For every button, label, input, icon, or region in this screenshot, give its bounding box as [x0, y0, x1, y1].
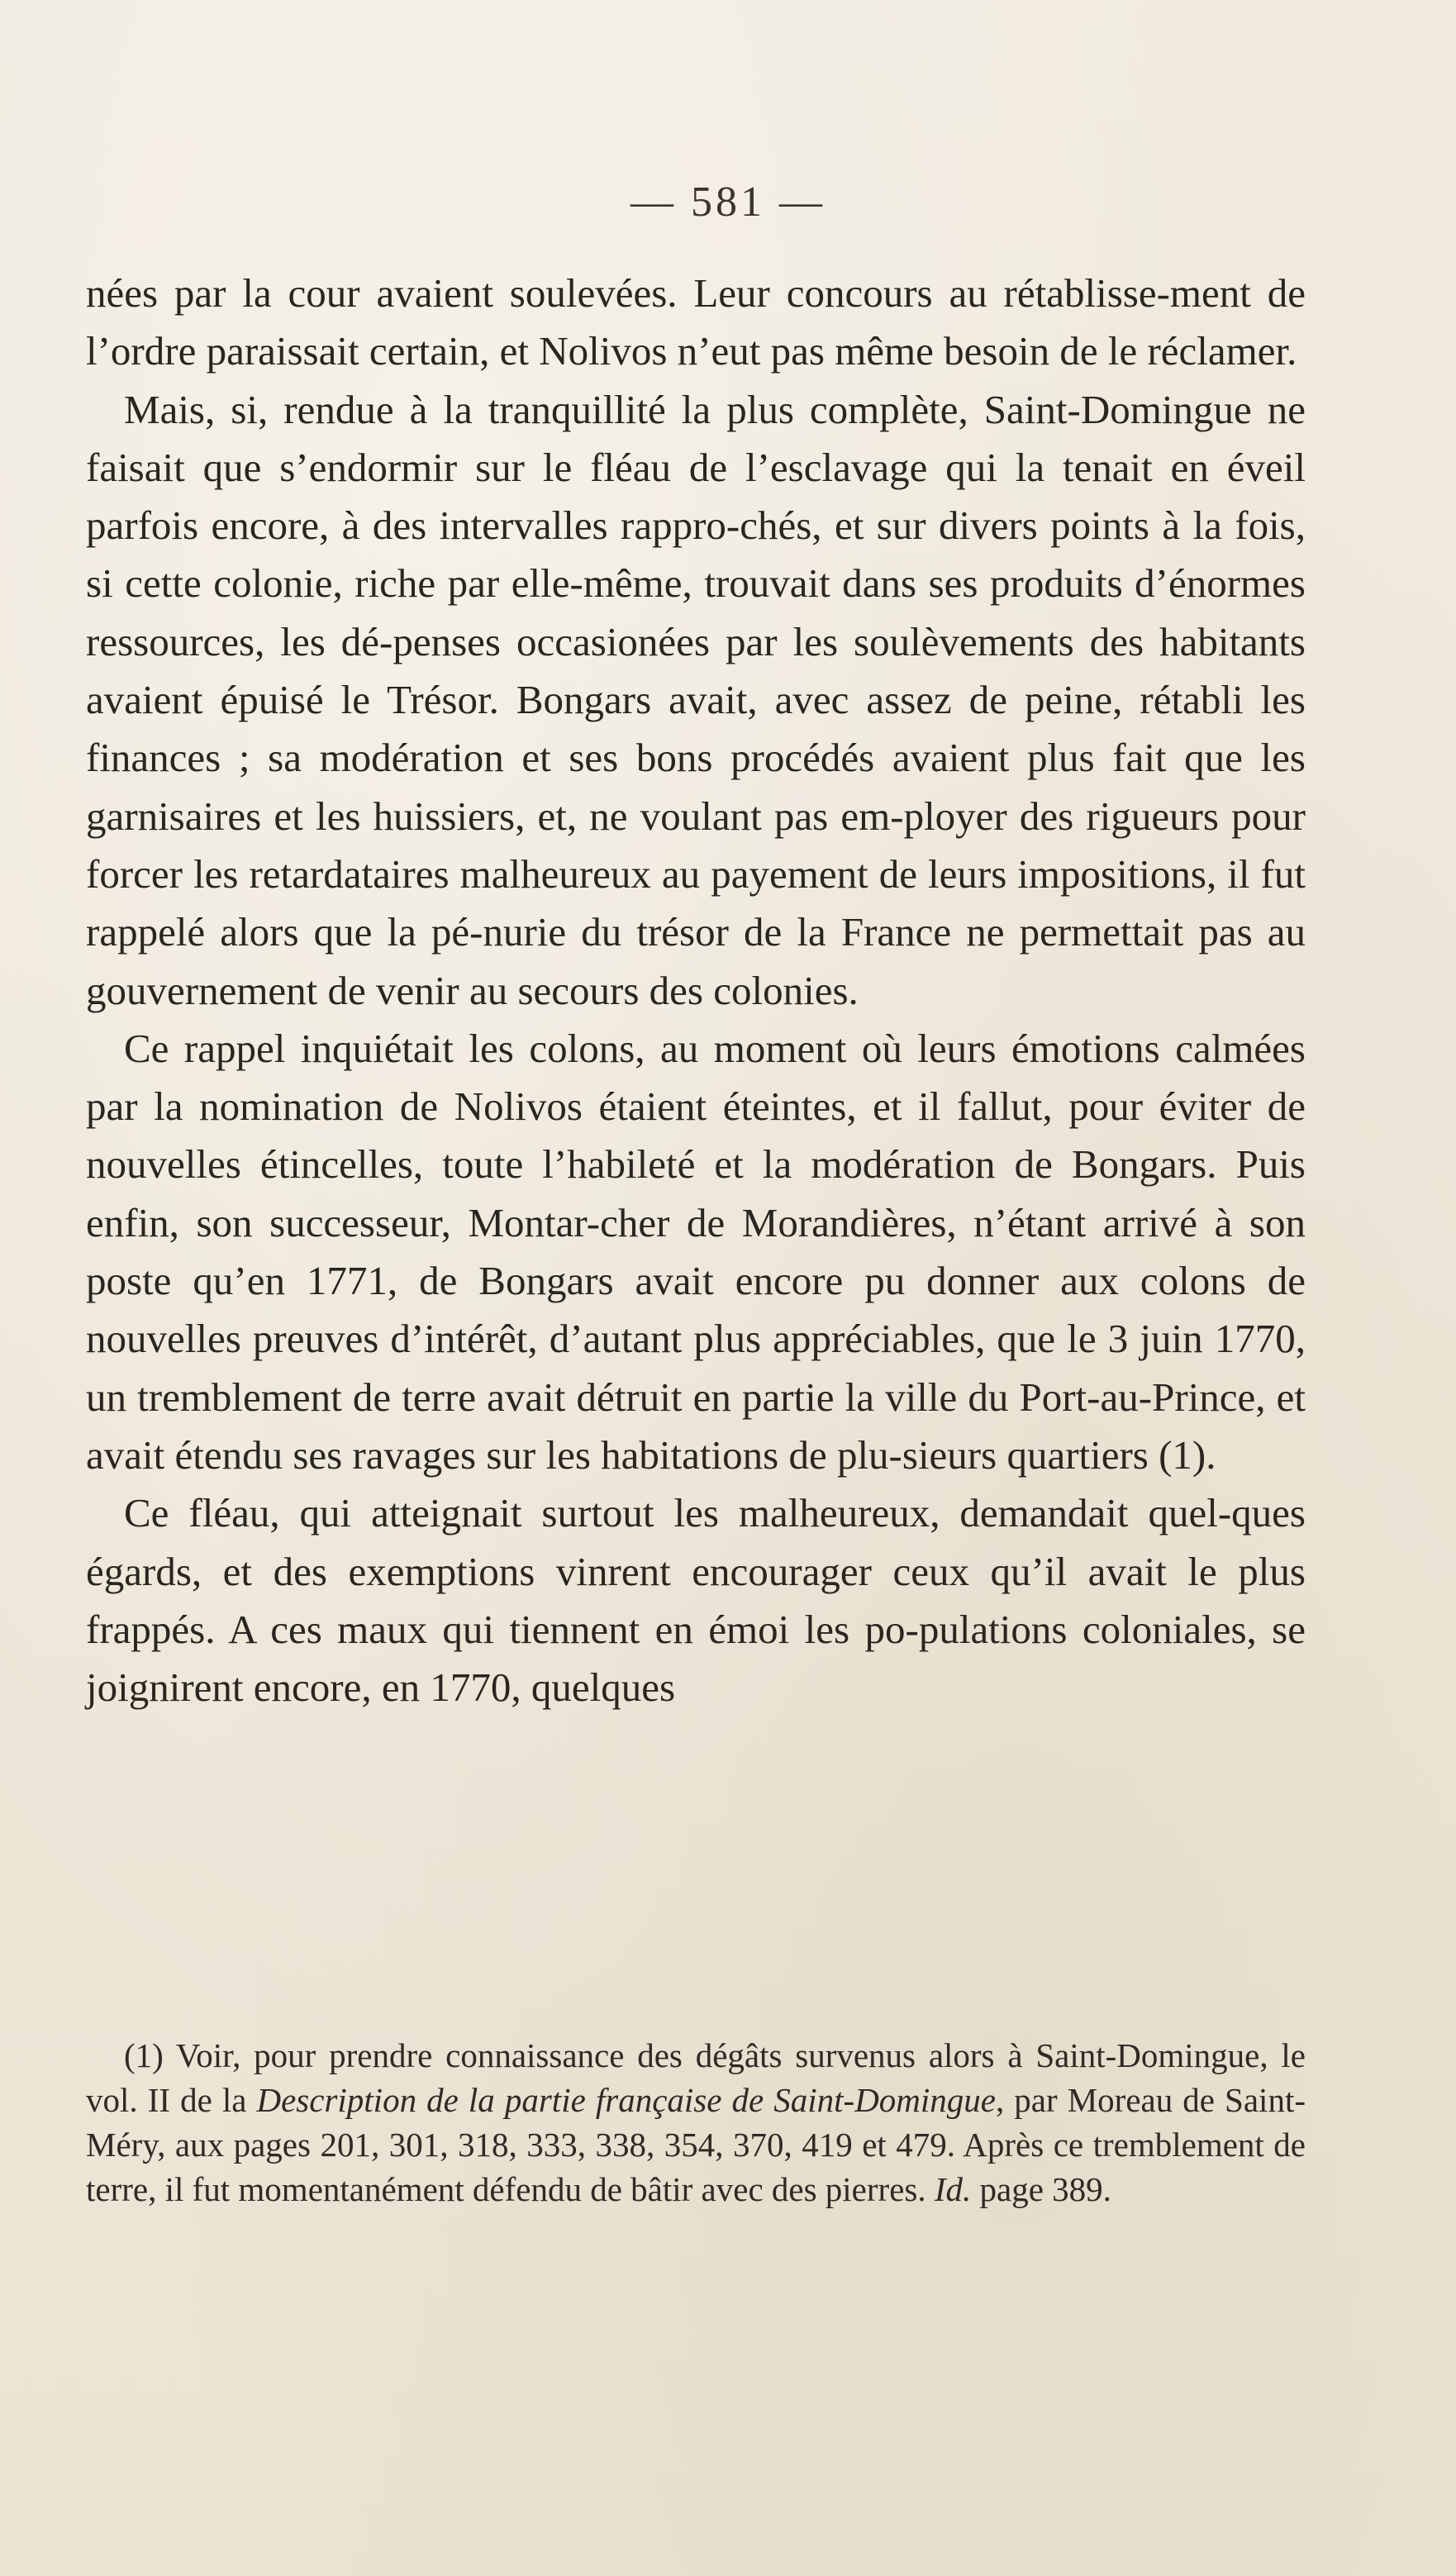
footnote-lead: (1) Voir, pour prendre connaissance des dégâts survenus alors à Saint-Domingue, le vol. II de la [86, 2036, 1306, 2119]
paragraph-finances: Mais, si, rendue à la tranquillité la plus complète, Saint-Domingue ne faisait que s’endormir sur le fléau de l’esclavage qui la tenait en éveil parfois encore, à des intervalles rappro-chés, et sur divers points à la fois, si cette colonie, riche par elle-même, trouvait dans ses produits d’énormes ressources, les dé-penses occasionées par les soulèvements des habitants avaient épuisé le Trésor. Bongars avait, avec assez de peine, rétabli les finances ; sa modération et ses bons procédés avaient plus fait que les garnisaires et les huissiers, et, ne voulant pas em-ployer des rigueurs pour forcer les retardataires malheureux au payement de leurs impositions, il fut rappelé alors que la pé-nurie du trésor de la France ne permettait pas au gouvernement de venir au secours des colonies. [86, 386, 1306, 1013]
body-text [86, 264, 1306, 1717]
footnote-middle: , par Moreau de Saint-Méry, aux pages 201, 301, 318, 333, 338, 354, 370, 419 et 479. Après ce tremblement de terre, il fut momentanément défendu de bâtir avec des pierres. [86, 2081, 1306, 2208]
paragraph-earthquake-relief: Ce fléau, qui atteignait surtout les malheureux, demandait quel-ques égards, et des exemptions vinrent encourager ceux qu’il avait le plus frappés. A ces maux qui tiennent en émoi les po-pulations coloniales, se joignirent encore, en 1770, quelques [86, 1490, 1306, 1711]
paragraph-recall: Ce rappel inquiétait les colons, au moment où leurs émotions calmées par la nomination de Nolivos étaient éteintes, et il fallut, pour éviter de nouvelles étincelles, toute l’habileté et la modération de Bongars. Puis enfin, son successeur, Montar-cher de Morandières, n’étant arrivé à son poste qu’en 1771, de Bongars avait encore pu donner aux colons de nouvelles preuves d’intérêt, d’autant plus appréciables, que le 3 juin 1770, un tremblement de terre avait détruit en partie la ville du Port-au-Prince, et avait étendu ses ravages sur les habitations de plu-sieurs quartiers (1). [86, 1025, 1306, 1478]
footnote-book-title: Description de la partie française de Saint-Domingue [256, 2081, 996, 2119]
footnotes [86, 2033, 1306, 2212]
footnote-ibid: Id. [934, 2170, 972, 2208]
footnote-tail: page 389. [971, 2170, 1111, 2208]
footnote-1 [86, 2033, 1306, 2212]
paragraph-continuation: nées par la cour avaient soulevées. Leur concours au rétablisse-ment de l’ordre paraissait certain, et Nolivos n’eut pas même besoin de le réclamer. [86, 270, 1306, 374]
page-number: — 581 — [630, 179, 826, 226]
